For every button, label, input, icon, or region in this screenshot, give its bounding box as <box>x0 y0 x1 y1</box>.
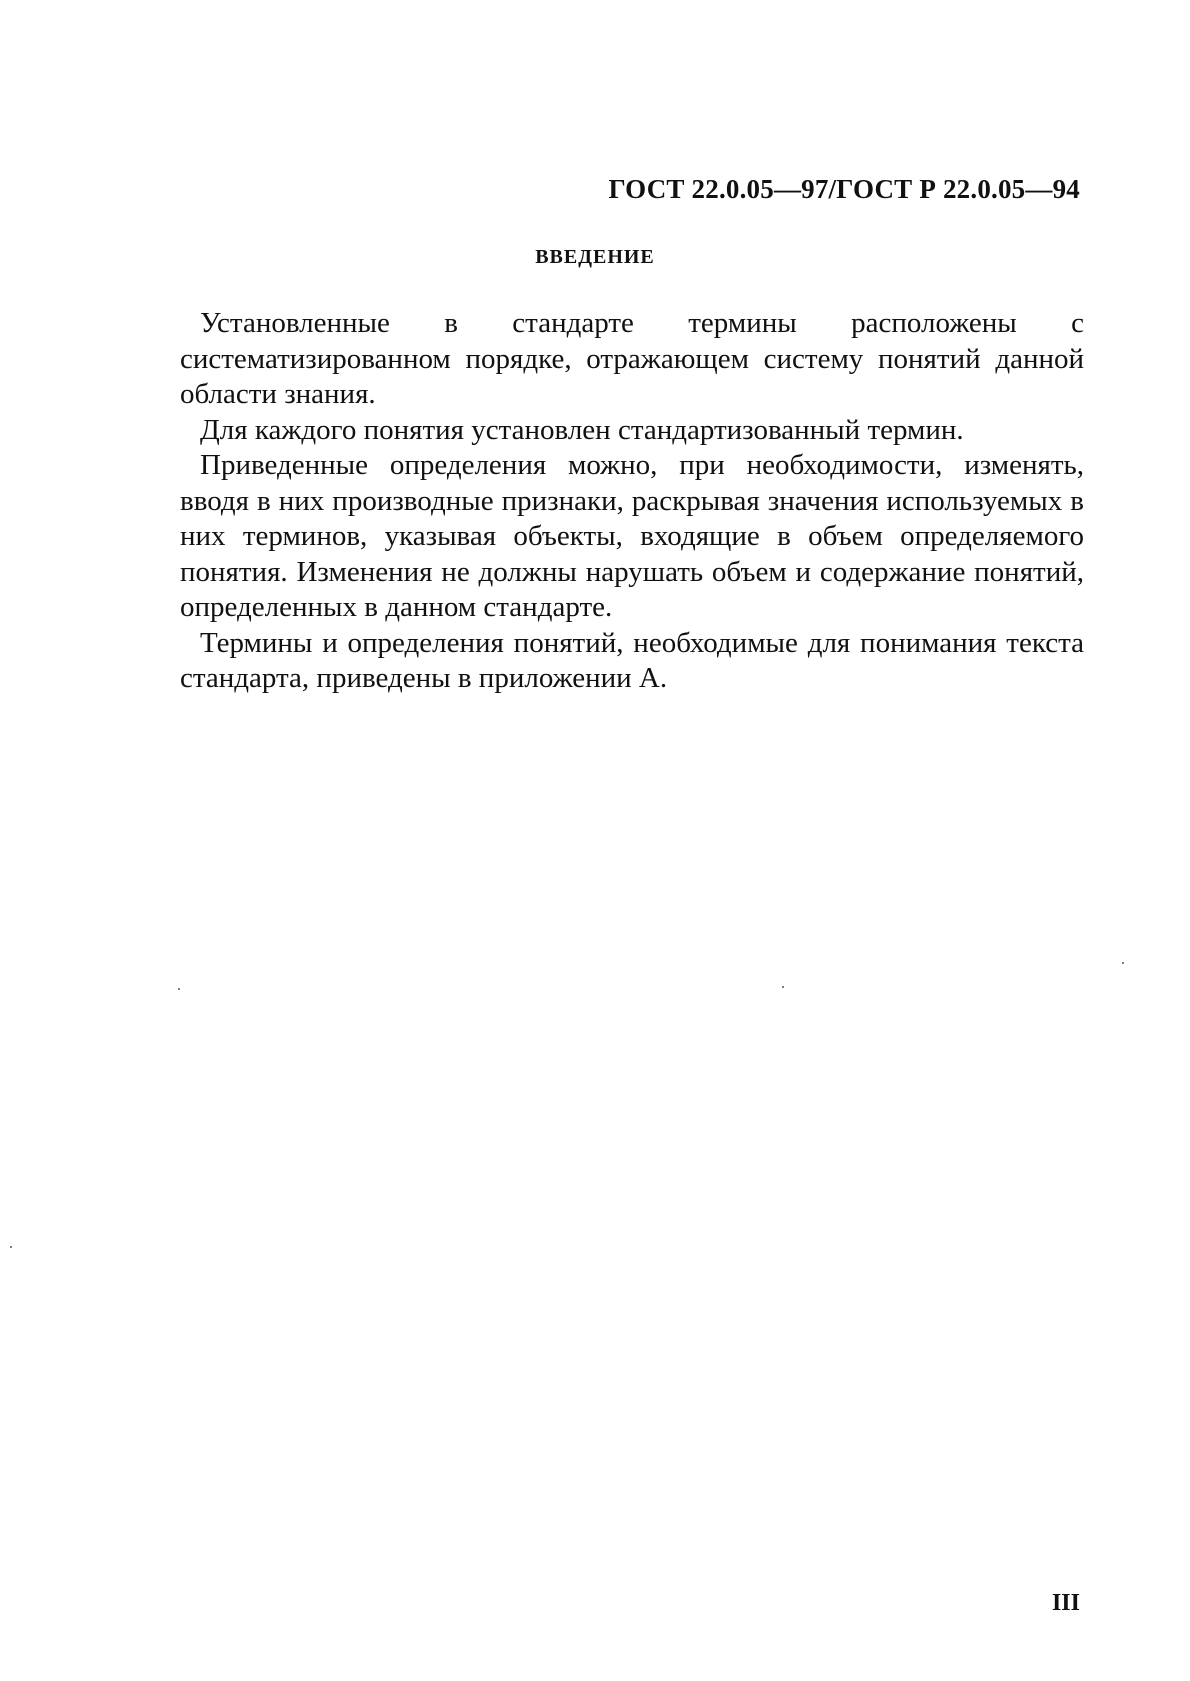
scan-speck <box>10 1246 12 1248</box>
scan-speck <box>1122 962 1124 964</box>
paragraph: Для каждого понятия установлен стандартизованный термин. <box>200 413 964 446</box>
paragraph: Термины и определения понятий, необходимые для понимания текста стандарта, приведены в приложении А. <box>180 626 1084 694</box>
scan-speck <box>178 988 180 990</box>
section-title: ВВЕДЕНИЕ <box>535 246 655 268</box>
paragraph: Приведенные определения можно, при необходимости, изменять, вводя в них производные признаки, раскрывая значения используемых в них терминов, указывая объекты, входящие в объем определяемого понятия. Изменения не должны нарушать объем и содержание понятий, определенных в данном стандарте. <box>180 449 1084 623</box>
scan-speck <box>782 986 784 988</box>
body-text <box>180 306 1084 697</box>
document-header: ГОСТ 22.0.05—97/ГОСТ Р 22.0.05—94 <box>608 174 1080 204</box>
page-number: III <box>1051 1590 1080 1616</box>
paragraph: Установленные в стандарте термины расположены с систематизированном порядке, отражающем систему понятий данной области знания. <box>180 307 1084 410</box>
